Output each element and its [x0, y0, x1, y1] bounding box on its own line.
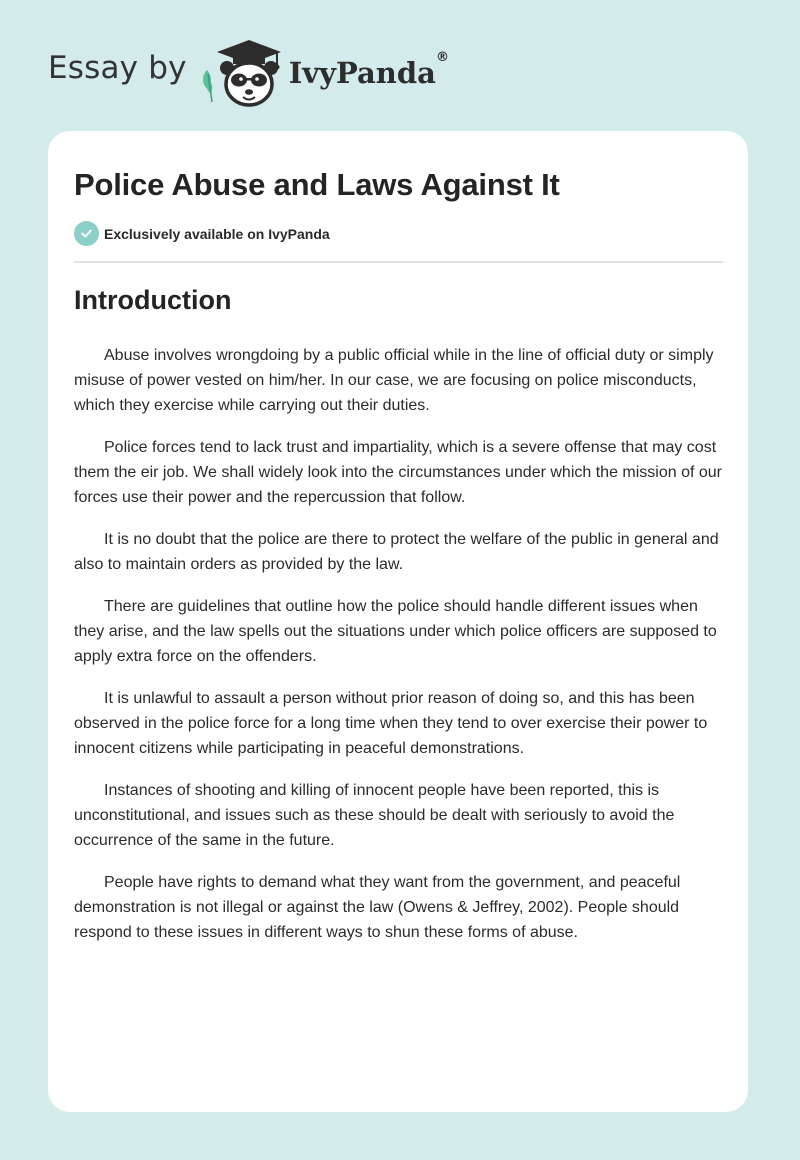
- checkmark-icon: [74, 221, 99, 246]
- paragraph: Police forces tend to lack trust and impartiality, which is a severe offense that may cost them the eir job. We shall widely look into the circumstances under which the mission of our forces use their power and the repercussion that follow.: [74, 439, 723, 506]
- section-heading-introduction: Introduction: [74, 285, 232, 315]
- divider: [74, 261, 723, 263]
- paragraph: People have rights to demand what they want from the government, and peaceful demonstration is not illegal or against the law (Owens & Jeffrey, 2002). People should respond to these issues in different ways to shun these forms of abuse.: [74, 874, 681, 941]
- essay-card: [48, 131, 748, 1112]
- panda-logo-icon: [199, 36, 285, 108]
- brand-name: IvyPanda®: [288, 50, 449, 90]
- paragraph: There are guidelines that outline how the police should handle different issues when they arise, and the law spells out the situations under which police officers are supposed to apply extra force on the offenders.: [74, 598, 717, 665]
- paragraph: Instances of shooting and killing of innocent people have been reported, this is unconstitutional, and issues such as these should be dealt with seriously to avoid the occurrence of the same in the future.: [74, 782, 675, 849]
- essay-by-label: Essay by: [48, 50, 187, 86]
- paragraph: It is unlawful to assault a person without prior reason of doing so, and this has been observed in the police force for a long time when they tend to over exercise their power to innocent citizens while participating in peaceful demonstrations.: [74, 690, 708, 757]
- exclusive-badge: [74, 221, 330, 246]
- site-logo[interactable]: [48, 36, 449, 108]
- exclusive-label: Exclusively available on IvyPanda: [104, 225, 330, 242]
- paragraph: It is no doubt that the police are there to protect the welfare of the public in general and also to maintain orders as provided by the law.: [74, 531, 719, 573]
- essay-body: [74, 343, 723, 962]
- registered-mark: ®: [435, 50, 449, 65]
- essay-title: Police Abuse and Laws Against It: [74, 167, 560, 202]
- paragraph: Abuse involves wrongdoing by a public official while in the line of official duty or simply misuse of power vested on him/her. In our case, we are focusing on police misconducts, which they exercise while carrying out their duties.: [74, 347, 714, 414]
